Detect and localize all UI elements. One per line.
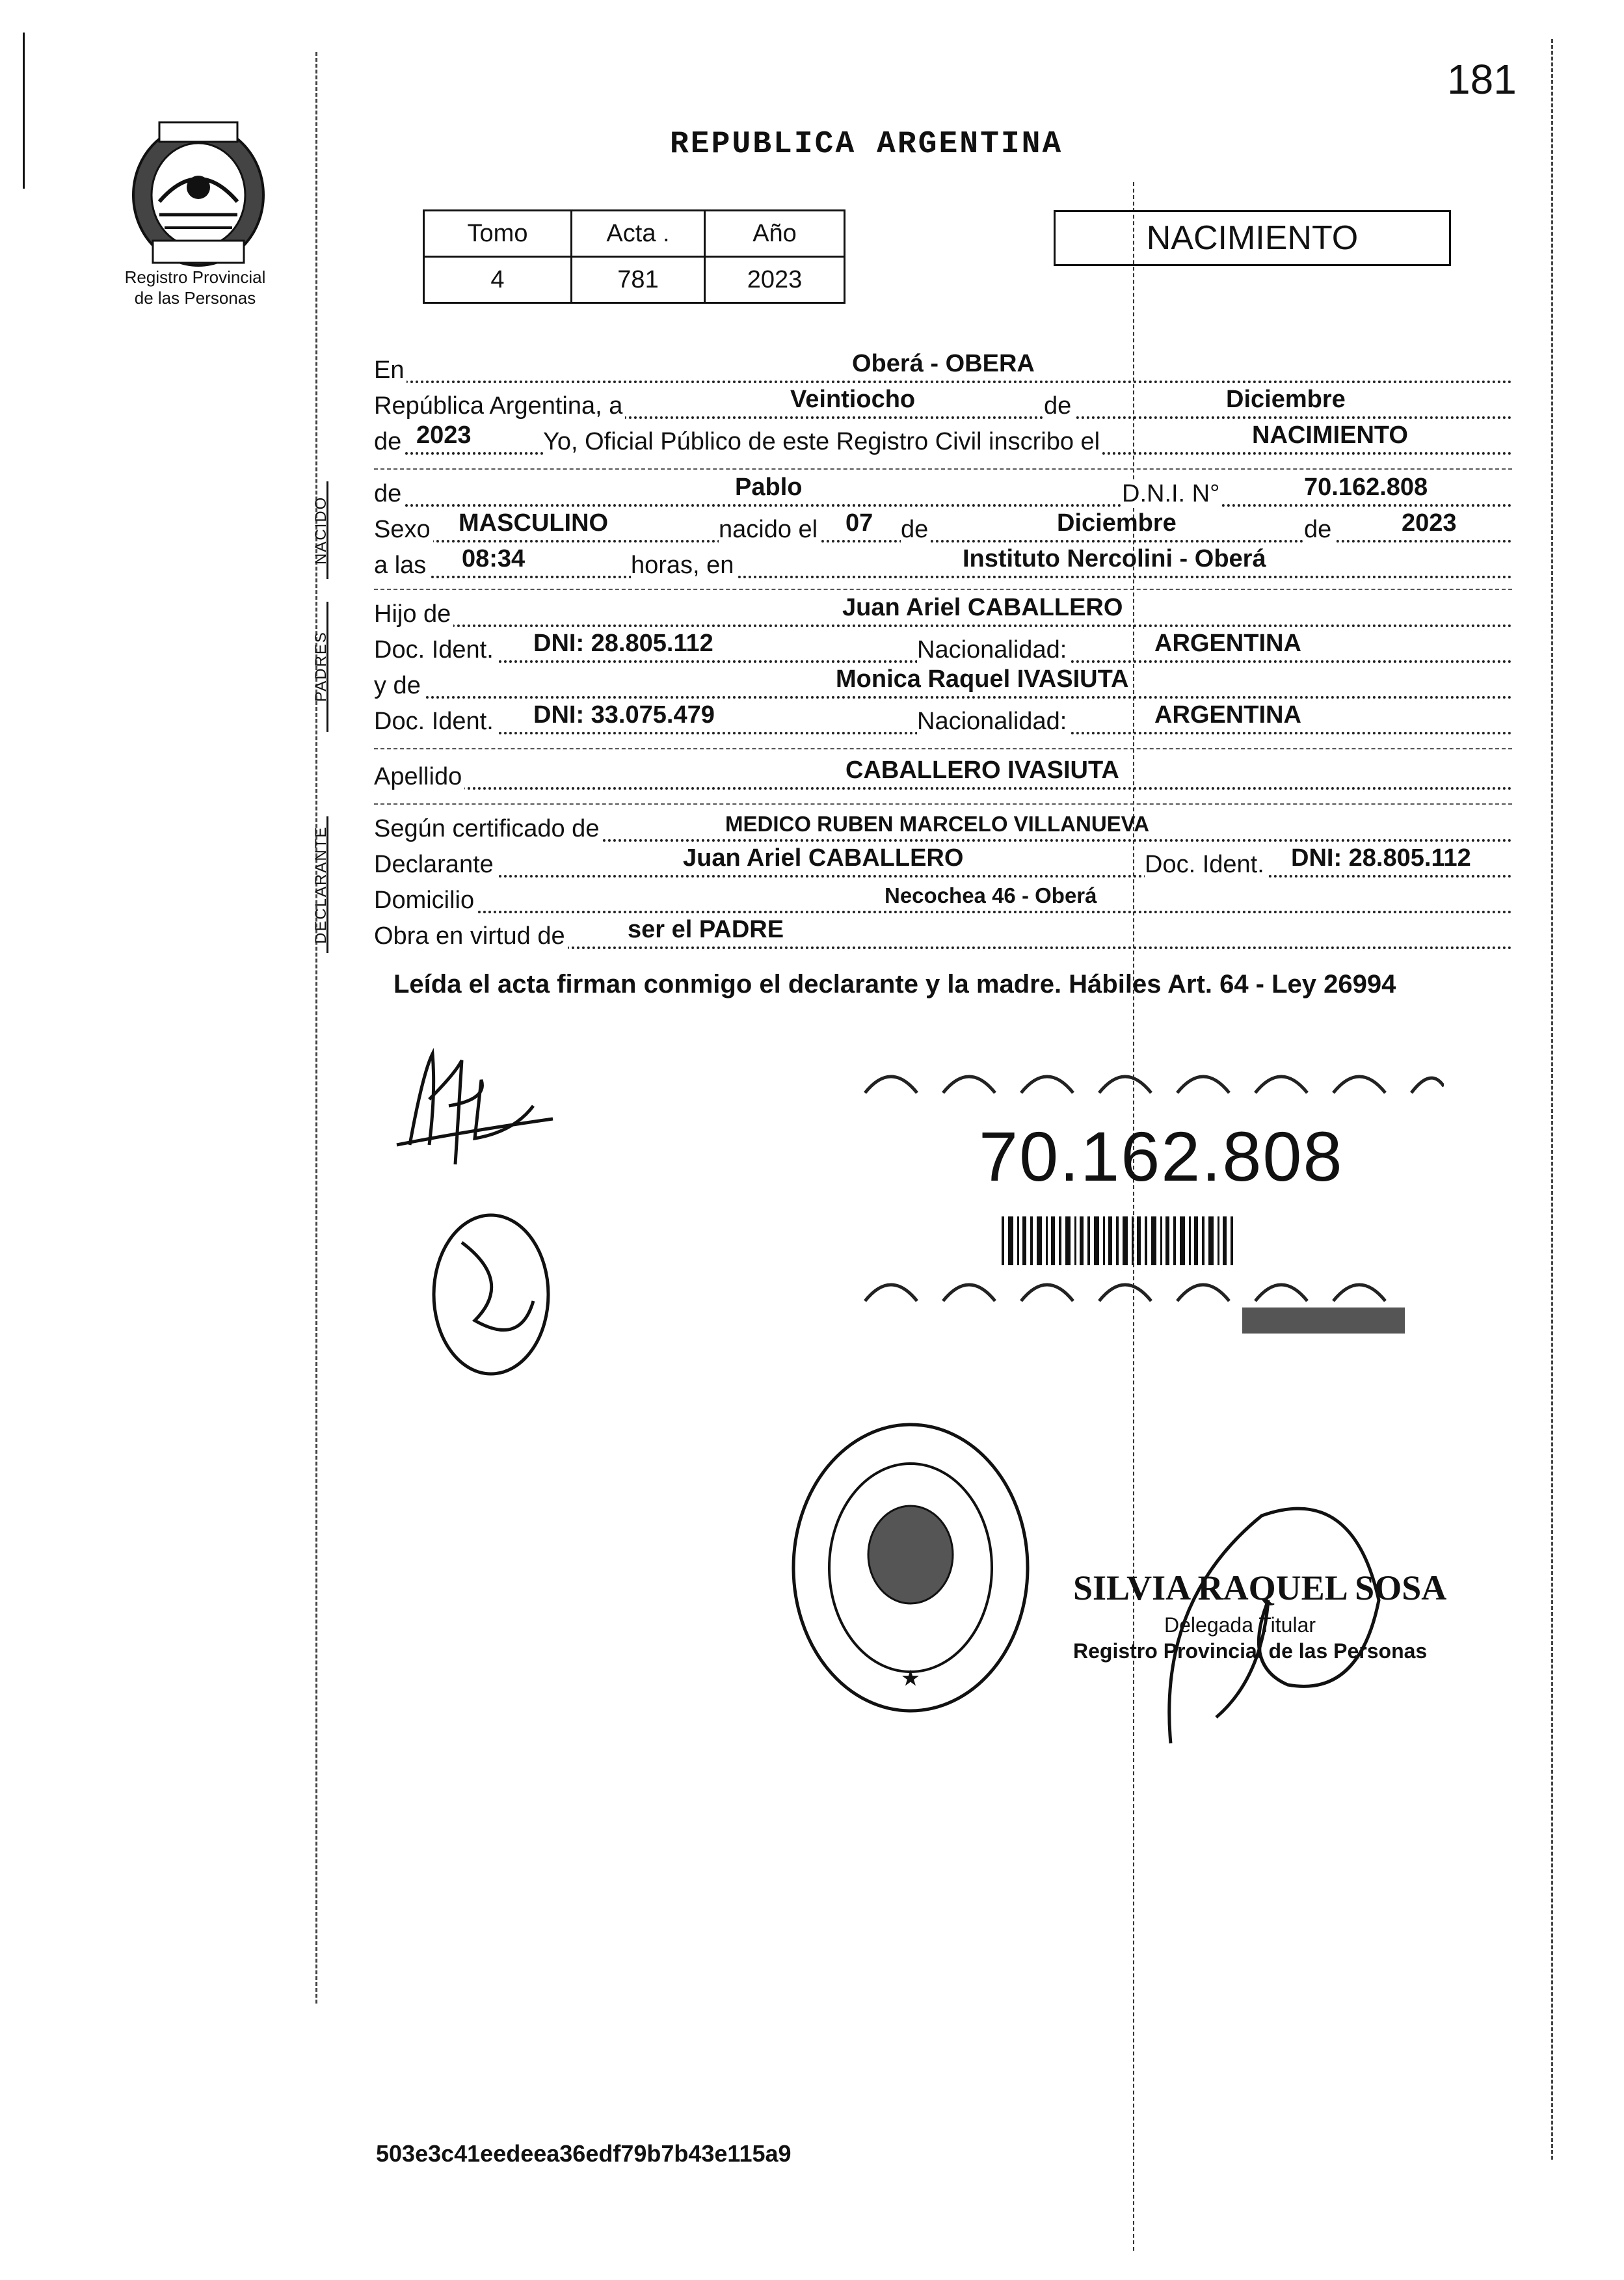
- row-en: [374, 350, 1512, 388]
- anio-value: 2023: [705, 257, 845, 303]
- de-label-2: de: [374, 428, 404, 456]
- birth-month: Diciembre: [1057, 509, 1177, 537]
- declarante-label: Declarante: [374, 851, 496, 879]
- acta-header: Acta .: [572, 211, 705, 257]
- padres-section-label: PADRES: [312, 631, 330, 703]
- mother-doc-label: Doc. Ident.: [374, 708, 496, 736]
- nacido-de-label: de: [374, 480, 404, 508]
- binding-margin-line: [315, 52, 317, 2004]
- dni-label: D.N.I. N°: [1122, 480, 1222, 508]
- father-nationality: ARGENTINA: [1154, 630, 1301, 657]
- oficial-text: Yo, Oficial Público de este Registro Civil inscribo el: [543, 428, 1102, 456]
- registry-stamp: [780, 1412, 1041, 1724]
- sexo-label: Sexo: [374, 516, 433, 544]
- republica-label: República Argentina, a: [374, 392, 625, 420]
- father-nat-label: Nacionalidad:: [917, 636, 1069, 664]
- en-label: En: [374, 356, 406, 384]
- mother-nationality: ARGENTINA: [1154, 701, 1301, 729]
- apellido-value: CABALLERO IVASIUTA: [845, 757, 1119, 784]
- page-number: 181: [1447, 56, 1517, 103]
- logo-caption-line2: de las Personas: [134, 288, 256, 308]
- birth-year: 2023: [1402, 509, 1457, 537]
- declarante-doc-label: Doc. Ident.: [1145, 851, 1267, 879]
- day-value: Veintiocho: [790, 386, 916, 413]
- nacido-el-label: nacido el: [719, 516, 820, 544]
- de-label: de: [1044, 392, 1074, 420]
- document-hash: 503e3c41eedeea36edf79b7b43e115a9: [376, 2140, 792, 2167]
- svg-text:★: ★: [901, 1668, 920, 1689]
- right-margin-line: [1551, 39, 1553, 2160]
- birth-de-label-2: de: [1304, 516, 1334, 544]
- event-value: NACIMIENTO: [1252, 422, 1408, 449]
- closing-text: Leída el acta firman conmigo el declarante y la madre. Hábiles Art. 64 - Ley 26994: [393, 970, 1396, 999]
- row-sexo: [374, 509, 1512, 548]
- declarante-doc: DNI: 28.805.112: [1291, 844, 1471, 872]
- row-hora: [374, 545, 1512, 583]
- row-madre-doc: [374, 701, 1512, 740]
- separator-nacido: [374, 468, 1512, 470]
- sexo-value: MASCULINO: [459, 509, 609, 537]
- row-padre-doc: [374, 630, 1512, 668]
- mother-doc: DNI: 33.075.479: [533, 701, 715, 729]
- province-seal-logo: [114, 117, 283, 273]
- row-nombre: [374, 474, 1512, 512]
- segun-label: Según certificado de: [374, 815, 602, 843]
- domicilio-label: Domicilio: [374, 887, 477, 915]
- row-oficial: [374, 422, 1512, 460]
- birth-de-label: de: [901, 516, 931, 544]
- row-madre: [374, 665, 1512, 704]
- record-type-box: NACIMIENTO: [1054, 210, 1451, 266]
- registrar-office: Registro Provincial de las Personas: [1073, 1639, 1428, 1663]
- nacido-section-label: NACIDO: [312, 496, 330, 565]
- mother-nat-label: Nacionalidad:: [917, 708, 1069, 736]
- row-fecha: [374, 386, 1512, 424]
- row-apellido: [374, 757, 1512, 795]
- row-domicilio: [374, 885, 1512, 919]
- row-obra: [374, 916, 1512, 954]
- separator-declarante: [374, 803, 1512, 805]
- row-declarante: [374, 844, 1512, 883]
- reference-table: [423, 209, 845, 304]
- birth-day: 07: [845, 509, 873, 537]
- child-dni: 70.162.808: [1304, 474, 1428, 501]
- place-value: Oberá - OBERA: [852, 350, 1035, 377]
- obra-label: Obra en virtud de: [374, 922, 568, 950]
- acta-value: 781: [572, 257, 705, 303]
- row-padre: [374, 594, 1512, 632]
- left-margin-line: [23, 33, 25, 189]
- birth-time: 08:34: [462, 545, 526, 572]
- apellido-label: Apellido: [374, 763, 464, 791]
- month-value: Diciembre: [1226, 386, 1346, 413]
- birthplace: Instituto Nercolini - Oberá: [963, 545, 1266, 572]
- certificado-value: MEDICO RUBEN MARCELO VILLANUEVA: [725, 812, 1150, 836]
- row-certificado: [374, 813, 1512, 847]
- mother-signature: [423, 1203, 566, 1386]
- father-doc: DNI: 28.805.112: [533, 630, 713, 657]
- logo-caption: [78, 267, 312, 308]
- separator-apellido: [374, 748, 1512, 749]
- y-de-label: y de: [374, 672, 423, 700]
- registrar-name: SILVIA RAQUEL SOSA: [1073, 1568, 1447, 1607]
- child-name: Pablo: [735, 474, 803, 501]
- document-title: REPUBLICA ARGENTINA: [670, 127, 1063, 162]
- year-value: 2023: [416, 422, 472, 449]
- anio-header: Año: [705, 211, 845, 257]
- dni-label-number: 70.162.808: [979, 1117, 1344, 1196]
- a-las-label: a las: [374, 552, 429, 580]
- declarante-value: Juan Ariel CABALLERO: [683, 844, 964, 872]
- logo-caption-line1: Registro Provincial: [124, 267, 266, 287]
- father-doc-label: Doc. Ident.: [374, 636, 496, 664]
- obra-value: ser el PADRE: [628, 916, 784, 943]
- declarante-section-label: DECLARANTE: [312, 825, 330, 944]
- registrar-role: Delegada Titular: [1164, 1613, 1316, 1637]
- mother-name: Monica Raquel IVASIUTA: [836, 665, 1129, 693]
- father-name: Juan Ariel CABALLERO: [842, 594, 1123, 621]
- separator-padres: [374, 589, 1512, 590]
- tomo-header: Tomo: [424, 211, 572, 257]
- tomo-value: 4: [424, 257, 572, 303]
- domicilio-value: Necochea 46 - Oberá: [885, 883, 1097, 907]
- horas-label: horas, en: [631, 552, 736, 580]
- hijo-de-label: Hijo de: [374, 600, 453, 628]
